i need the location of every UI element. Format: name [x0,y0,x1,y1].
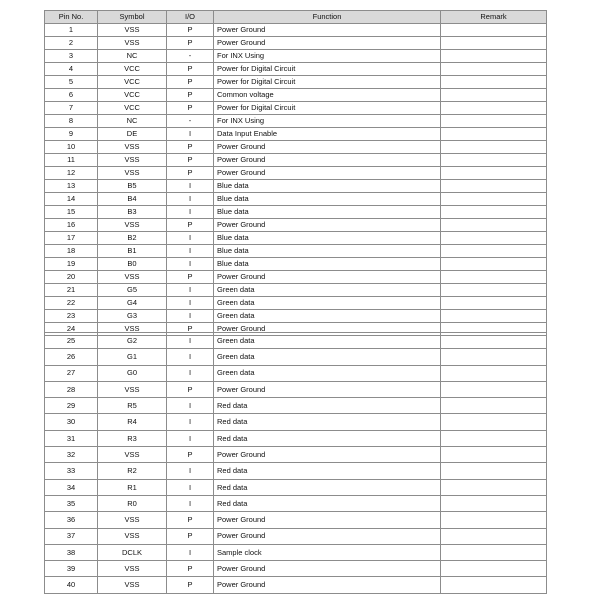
symbol-cell: VSS [98,219,167,232]
symbol-cell: VSS [98,447,167,463]
remark-cell [441,37,547,50]
pin-number-cell: 19 [45,258,98,271]
pin-number-cell: 29 [45,398,98,414]
pin-number-cell: 11 [45,154,98,167]
remark-cell [441,463,547,479]
remark-cell [441,219,547,232]
symbol-cell: B2 [98,232,167,245]
remark-cell [441,89,547,102]
function-cell: Green data [214,333,441,349]
function-cell: Power Ground [214,167,441,180]
io-cell: I [167,128,214,141]
symbol-cell: VSS [98,167,167,180]
table-row [45,310,547,323]
symbol-cell: NC [98,50,167,63]
remark-cell [441,310,547,323]
table-row [45,24,547,37]
io-cell: I [167,463,214,479]
table-row [45,479,547,495]
io-cell: P [167,37,214,50]
remark-cell [441,333,547,349]
symbol-cell: R4 [98,414,167,430]
pin-number-cell: 30 [45,414,98,430]
remark-cell [441,447,547,463]
function-cell: Power Ground [214,24,441,37]
pin-number-cell: 25 [45,333,98,349]
io-cell: P [167,381,214,397]
io-cell: P [167,323,214,336]
table-row [45,50,547,63]
function-cell: Blue data [214,258,441,271]
table-row [45,128,547,141]
table-row [45,561,547,577]
io-cell: P [167,512,214,528]
symbol-cell: VSS [98,512,167,528]
pin-number-cell: 21 [45,284,98,297]
remark-cell [441,167,547,180]
function-cell: Common voltage [214,89,441,102]
remark-cell [441,561,547,577]
io-cell: I [167,258,214,271]
function-cell: Red data [214,430,441,446]
symbol-cell: G0 [98,365,167,381]
remark-cell [441,271,547,284]
table-row [45,141,547,154]
function-cell: Power Ground [214,37,441,50]
table-row [45,495,547,511]
remark-cell [441,284,547,297]
symbol-cell: R3 [98,430,167,446]
symbol-cell: B3 [98,206,167,219]
symbol-cell: B5 [98,180,167,193]
table-row [45,63,547,76]
table-row [45,206,547,219]
table-row [45,381,547,397]
pin-number-cell: 23 [45,310,98,323]
function-cell: Green data [214,297,441,310]
pin-number-cell: 37 [45,528,98,544]
symbol-cell: G4 [98,297,167,310]
header-remark: Remark [441,11,547,24]
pin-number-cell: 36 [45,512,98,528]
pin-number-cell: 9 [45,128,98,141]
symbol-cell: R2 [98,463,167,479]
table-row [45,245,547,258]
pin-number-cell: 17 [45,232,98,245]
header-pin-no: Pin No. [45,11,98,24]
pin-number-cell: 1 [45,24,98,37]
symbol-cell: DE [98,128,167,141]
remark-cell [441,76,547,89]
io-cell: - [167,115,214,128]
function-cell: Power Ground [214,528,441,544]
table-row [45,37,547,50]
io-cell: I [167,193,214,206]
io-cell: P [167,167,214,180]
symbol-cell: VSS [98,323,167,336]
symbol-cell: R1 [98,479,167,495]
io-cell: I [167,206,214,219]
pin-number-cell: 24 [45,323,98,336]
io-cell: I [167,430,214,446]
pin-number-cell: 40 [45,577,98,593]
pin-number-cell: 33 [45,463,98,479]
table-row [45,89,547,102]
remark-cell [441,414,547,430]
table-row [45,333,547,349]
remark-cell [441,141,547,154]
function-cell: Power Ground [214,561,441,577]
symbol-cell: G2 [98,333,167,349]
table-row [45,115,547,128]
remark-cell [441,495,547,511]
remark-cell [441,577,547,593]
pin-number-cell: 20 [45,271,98,284]
io-cell: P [167,141,214,154]
symbol-cell: G3 [98,310,167,323]
table-row [45,271,547,284]
symbol-cell: VSS [98,37,167,50]
remark-cell [441,544,547,560]
io-cell: P [167,24,214,37]
remark-cell [441,128,547,141]
function-cell: Sample clock [214,544,441,560]
table-row [45,398,547,414]
table-row [45,528,547,544]
symbol-cell: VSS [98,381,167,397]
io-cell: I [167,365,214,381]
function-cell: Red data [214,398,441,414]
function-cell: Blue data [214,245,441,258]
io-cell: P [167,219,214,232]
function-cell: Red data [214,479,441,495]
io-cell: I [167,297,214,310]
io-cell: P [167,102,214,115]
table-row [45,219,547,232]
table-row [45,193,547,206]
function-cell: Power for Digital Circuit [214,63,441,76]
table-row [45,167,547,180]
remark-cell [441,365,547,381]
function-cell: Data Input Enable [214,128,441,141]
function-cell: Blue data [214,180,441,193]
function-cell: Red data [214,495,441,511]
table-row [45,447,547,463]
pin-number-cell: 38 [45,544,98,560]
function-cell: Power Ground [214,381,441,397]
io-cell: I [167,232,214,245]
pin-table-part-1 [44,10,547,336]
pin-number-cell: 12 [45,167,98,180]
io-cell: P [167,76,214,89]
symbol-cell: R0 [98,495,167,511]
symbol-cell: R5 [98,398,167,414]
remark-cell [441,381,547,397]
function-cell: Blue data [214,206,441,219]
function-cell: Green data [214,349,441,365]
function-cell: Power Ground [214,323,441,336]
pin-number-cell: 16 [45,219,98,232]
remark-cell [441,398,547,414]
table-row [45,284,547,297]
io-cell: I [167,495,214,511]
io-cell: I [167,414,214,430]
pin-number-cell: 26 [45,349,98,365]
table-row [45,154,547,167]
io-cell: P [167,89,214,102]
remark-cell [441,258,547,271]
pin-number-cell: 7 [45,102,98,115]
function-cell: Power Ground [214,577,441,593]
symbol-cell: VSS [98,141,167,154]
function-cell: Power for Digital Circuit [214,76,441,89]
symbol-cell: B1 [98,245,167,258]
io-cell: - [167,50,214,63]
function-cell: Red data [214,414,441,430]
table-row [45,430,547,446]
table-row [45,180,547,193]
remark-cell [441,528,547,544]
function-cell: Blue data [214,232,441,245]
io-cell: I [167,479,214,495]
symbol-cell: VSS [98,271,167,284]
table-row [45,365,547,381]
remark-cell [441,115,547,128]
header-symbol: Symbol [98,11,167,24]
remark-cell [441,154,547,167]
symbol-cell: VCC [98,89,167,102]
function-cell: Power Ground [214,154,441,167]
remark-cell [441,430,547,446]
io-cell: I [167,398,214,414]
remark-cell [441,349,547,365]
function-cell: Power Ground [214,512,441,528]
pin-number-cell: 34 [45,479,98,495]
symbol-cell: G5 [98,284,167,297]
pin-number-cell: 14 [45,193,98,206]
symbol-cell: VSS [98,561,167,577]
table-row [45,297,547,310]
function-cell: Green data [214,310,441,323]
table-row [45,258,547,271]
remark-cell [441,245,547,258]
function-cell: For INX Using [214,115,441,128]
remark-cell [441,102,547,115]
io-cell: I [167,310,214,323]
symbol-cell: G1 [98,349,167,365]
header-function: Function [214,11,441,24]
remark-cell [441,206,547,219]
remark-cell [441,63,547,76]
pin-number-cell: 32 [45,447,98,463]
table-row [45,512,547,528]
symbol-cell: VSS [98,577,167,593]
pin-number-cell: 31 [45,430,98,446]
function-cell: Power Ground [214,219,441,232]
pin-number-cell: 27 [45,365,98,381]
io-cell: P [167,447,214,463]
io-cell: P [167,154,214,167]
symbol-cell: VSS [98,154,167,167]
pin-number-cell: 22 [45,297,98,310]
symbol-cell: NC [98,115,167,128]
io-cell: P [167,577,214,593]
io-cell: I [167,333,214,349]
symbol-cell: B0 [98,258,167,271]
symbol-cell: DCLK [98,544,167,560]
pin-number-cell: 15 [45,206,98,219]
io-cell: I [167,349,214,365]
io-cell: P [167,528,214,544]
header-io: I/O [167,11,214,24]
table-row [45,577,547,593]
remark-cell [441,479,547,495]
io-cell: I [167,245,214,258]
symbol-cell: VSS [98,24,167,37]
table-row [45,232,547,245]
remark-cell [441,232,547,245]
function-cell: Power Ground [214,271,441,284]
io-cell: P [167,561,214,577]
symbol-cell: B4 [98,193,167,206]
function-cell: Red data [214,463,441,479]
remark-cell [441,512,547,528]
remark-cell [441,180,547,193]
function-cell: Power Ground [214,141,441,154]
remark-cell [441,193,547,206]
table-row [45,76,547,89]
function-cell: Green data [214,284,441,297]
function-cell: Power for Digital Circuit [214,102,441,115]
table-row [45,349,547,365]
pin-number-cell: 2 [45,37,98,50]
table-row [45,463,547,479]
table-header-row [45,11,547,24]
remark-cell [441,297,547,310]
table-row [45,544,547,560]
table-row [45,102,547,115]
io-cell: I [167,180,214,193]
pin-number-cell: 28 [45,381,98,397]
pin-number-cell: 39 [45,561,98,577]
io-cell: I [167,284,214,297]
function-cell: For INX Using [214,50,441,63]
function-cell: Green data [214,365,441,381]
remark-cell [441,24,547,37]
pin-table-part-2 [44,332,547,594]
pin-number-cell: 18 [45,245,98,258]
table-row [45,414,547,430]
remark-cell [441,50,547,63]
symbol-cell: VSS [98,528,167,544]
io-cell: P [167,271,214,284]
symbol-cell: VCC [98,76,167,89]
pin-number-cell: 10 [45,141,98,154]
pin-number-cell: 5 [45,76,98,89]
function-cell: Power Ground [214,447,441,463]
symbol-cell: VCC [98,102,167,115]
io-cell: P [167,63,214,76]
pin-number-cell: 13 [45,180,98,193]
symbol-cell: VCC [98,63,167,76]
function-cell: Blue data [214,193,441,206]
io-cell: I [167,544,214,560]
pin-number-cell: 35 [45,495,98,511]
pin-number-cell: 8 [45,115,98,128]
pin-number-cell: 6 [45,89,98,102]
pin-number-cell: 3 [45,50,98,63]
pin-number-cell: 4 [45,63,98,76]
